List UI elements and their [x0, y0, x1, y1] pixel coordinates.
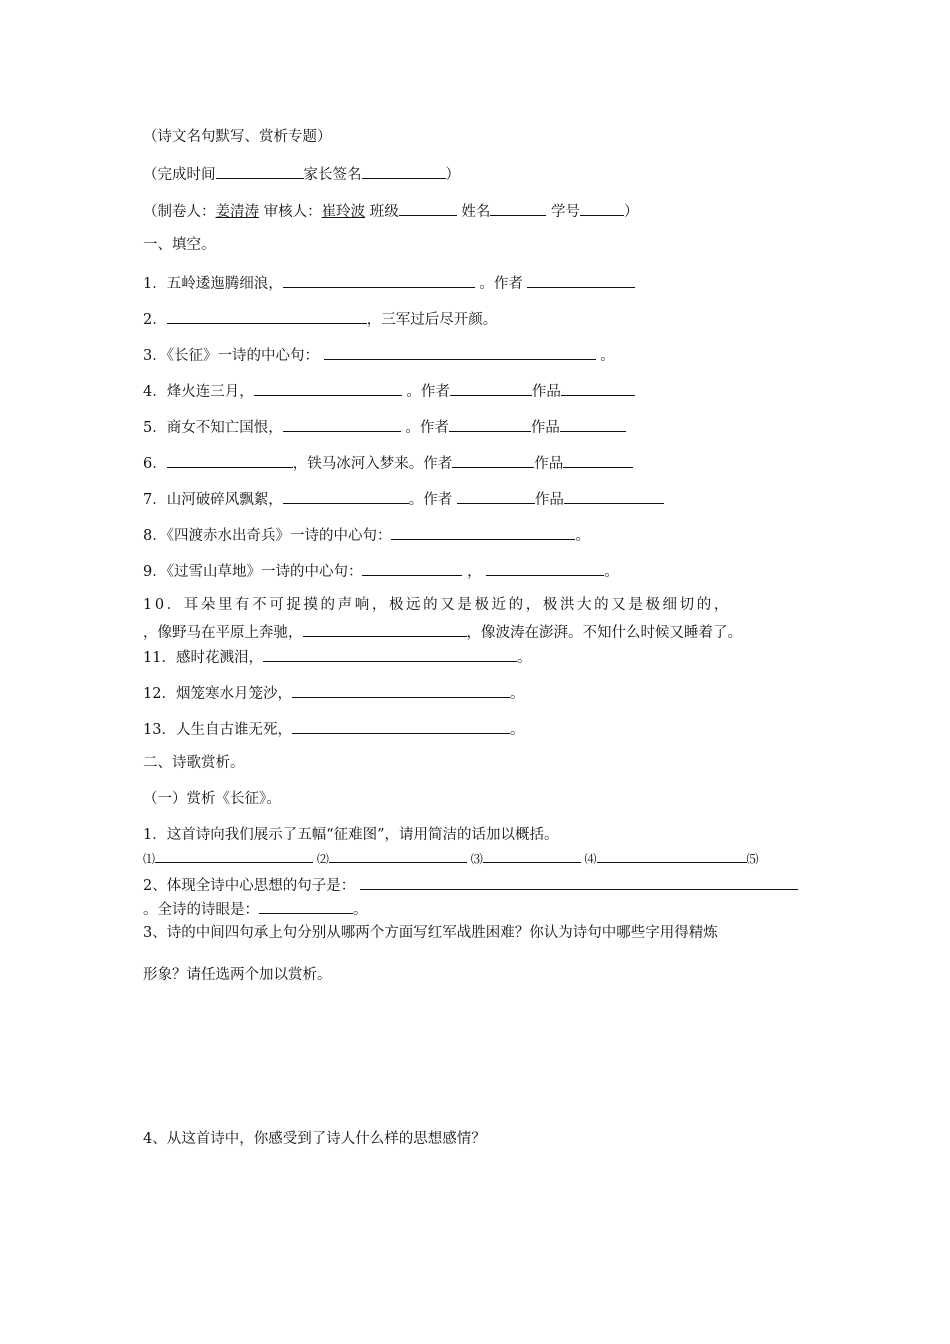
q7-author-blank[interactable]	[457, 488, 535, 504]
q8-blank[interactable]	[391, 524, 575, 540]
reviewer-label: 审核人：	[263, 204, 322, 220]
q5-work-blank[interactable]	[560, 416, 626, 432]
q10-line1: 10．耳朵里有不可捉摸的声响，极远的又是极近的，极洪大的又是极细切的，	[143, 597, 731, 613]
q2	[143, 308, 497, 329]
q8	[143, 524, 590, 545]
s2-q3-line2: 形象？请任选两个加以赏析。	[143, 967, 332, 983]
q12-text: 12．烟笼寒水月笼沙，	[143, 686, 292, 702]
q4-text: 4．烽火连三月，	[143, 384, 254, 400]
q5	[143, 416, 626, 437]
q8-end: 。	[575, 528, 590, 544]
q5-blank[interactable]	[283, 416, 401, 432]
q6-text: ，铁马冰河入梦来。作者	[292, 456, 453, 472]
maker-label: （制卷人：	[143, 204, 216, 220]
q4-author-label: 。作者	[406, 384, 450, 400]
s2-q4: 4、从这首诗中，你感受到了诗人什么样的思想感情？	[143, 1131, 486, 1147]
q9-blank-2[interactable]	[486, 560, 604, 576]
q3-blank[interactable]	[324, 344, 596, 360]
reviewer-name: 崔玲波	[321, 204, 366, 220]
name-label: 姓名	[461, 204, 491, 220]
s2-q1-blank-3[interactable]	[483, 850, 581, 863]
q1-author-label: 。作者	[479, 276, 523, 292]
q4-work-label: 作品	[531, 384, 561, 400]
student-no-blank[interactable]	[580, 200, 624, 216]
section1-title: 一、填空。	[143, 237, 216, 253]
q6-blank[interactable]	[167, 452, 293, 468]
s2-q1: 1．这首诗向我们展示了五幅“征难图”，请用简洁的话加以概括。	[143, 827, 559, 843]
q13-blank[interactable]	[292, 718, 510, 734]
s2-q2-eye-label: 。全诗的诗眼是：	[143, 902, 259, 918]
maker-name: 姜清涛	[215, 204, 259, 220]
q13-end: 。	[509, 722, 525, 738]
q3	[143, 344, 615, 365]
q5-author-label: 。作者	[405, 420, 449, 436]
parent-sign-label: 家长签名	[303, 167, 362, 183]
q5-text: 5．商女不知亡国恨，	[143, 420, 283, 436]
q1-blank[interactable]	[283, 272, 475, 288]
q6-num: 6．	[143, 456, 167, 472]
completion-time-label: （完成时间	[143, 167, 216, 183]
q9-end: 。	[604, 564, 619, 580]
s2-q2-line2	[143, 898, 368, 919]
q3-end: 。	[600, 348, 615, 364]
name-blank[interactable]	[490, 200, 546, 216]
s2-q1-item-1: ⑴	[143, 852, 156, 866]
s2-q2-end: 。	[353, 902, 368, 918]
student-no-label: 学号	[550, 204, 580, 220]
q7-work-blank[interactable]	[564, 488, 664, 504]
q2-text: ，三军过后尽开颜。	[366, 312, 498, 328]
s2-q3-line1: 3、诗的中间四句承上句分别从哪两个方面写红军战胜困难？你认为诗句中哪些字用得精炼	[143, 925, 718, 941]
completion-time-blank[interactable]	[216, 163, 304, 179]
q5-work-label: 作品	[530, 420, 560, 436]
q4-author-blank[interactable]	[450, 380, 532, 396]
q11-blank[interactable]	[263, 646, 517, 662]
q4	[143, 380, 635, 401]
q12	[143, 682, 524, 703]
s2-q1-item-4: ⑷	[584, 852, 597, 866]
q1-author-blank[interactable]	[527, 272, 635, 288]
close-paren-2: ）	[623, 204, 639, 220]
q10-line2	[143, 621, 742, 642]
q9-comma: ，	[467, 564, 482, 580]
q1-text: 1．五岭逶迤腾细浪，	[143, 276, 283, 292]
q8-text: 8．《四渡赤水出奇兵》一诗的中心句：	[143, 528, 392, 544]
q9	[143, 560, 619, 581]
q7-blank[interactable]	[283, 488, 409, 504]
s2-q2-text: 2、体现全诗中心思想的句子是：	[143, 878, 356, 894]
q4-blank[interactable]	[254, 380, 402, 396]
q11	[143, 646, 531, 667]
q7-author-label: 。作者	[408, 492, 453, 508]
q7	[143, 488, 664, 509]
q11-end: 。	[516, 650, 532, 666]
q6-work-label: 作品	[534, 456, 564, 472]
q13	[143, 718, 524, 739]
s2-q1-blank-4[interactable]	[597, 850, 747, 863]
class-label: 班级	[369, 204, 399, 220]
s2-q2-eye-blank[interactable]	[259, 898, 353, 914]
q2-blank[interactable]	[167, 308, 367, 324]
maker-line	[143, 200, 638, 221]
s2-q1-blank-1[interactable]	[155, 850, 313, 863]
section2-sub1: （一）赏析《长征》。	[143, 791, 281, 807]
close-paren: ）	[445, 167, 460, 183]
s2-q2-blank[interactable]	[360, 874, 798, 890]
q10-text-c: ，像波涛在澎湃。不知什么时候又睡着了。	[466, 625, 742, 641]
s2-q1-item-5: ⑸	[746, 852, 759, 866]
s2-q1-answers	[143, 850, 759, 868]
q13-text: 13．人生自古谁无死，	[143, 722, 292, 738]
completion-line	[143, 163, 460, 184]
q1	[143, 272, 635, 293]
q3-text: 3．《长征》一诗的中心句：	[143, 348, 319, 364]
q11-text: 11．感时花溅泪，	[143, 650, 263, 666]
parent-sign-blank[interactable]	[362, 163, 446, 179]
q6-work-blank[interactable]	[563, 452, 633, 468]
q5-author-blank[interactable]	[449, 416, 531, 432]
q10-text-b: ，像野马在平原上奔驰，	[143, 625, 303, 641]
q12-blank[interactable]	[292, 682, 510, 698]
q6-author-blank[interactable]	[452, 452, 534, 468]
q12-end: 。	[509, 686, 525, 702]
class-blank[interactable]	[399, 200, 457, 216]
q6	[143, 452, 633, 473]
q10-blank[interactable]	[303, 621, 467, 637]
q4-work-blank[interactable]	[561, 380, 635, 396]
q7-work-label: 作品	[534, 492, 564, 508]
q7-text: 7．山河破碎风飘絮，	[143, 492, 283, 508]
s2-q1-item-2: ⑵	[316, 852, 329, 866]
section2-title: 二、诗歌赏析。	[143, 755, 245, 771]
q9-text: 9．《过雪山草地》一诗的中心句：	[143, 564, 363, 580]
q9-blank-1[interactable]	[362, 560, 462, 576]
s2-q1-blank-2[interactable]	[329, 850, 467, 863]
q2-num: 2．	[143, 312, 167, 328]
s2-q1-item-3: ⑶	[470, 852, 483, 866]
worksheet-topic: （诗文名句默写、赏析专题）	[143, 129, 332, 145]
s2-q2-line1	[143, 874, 798, 895]
